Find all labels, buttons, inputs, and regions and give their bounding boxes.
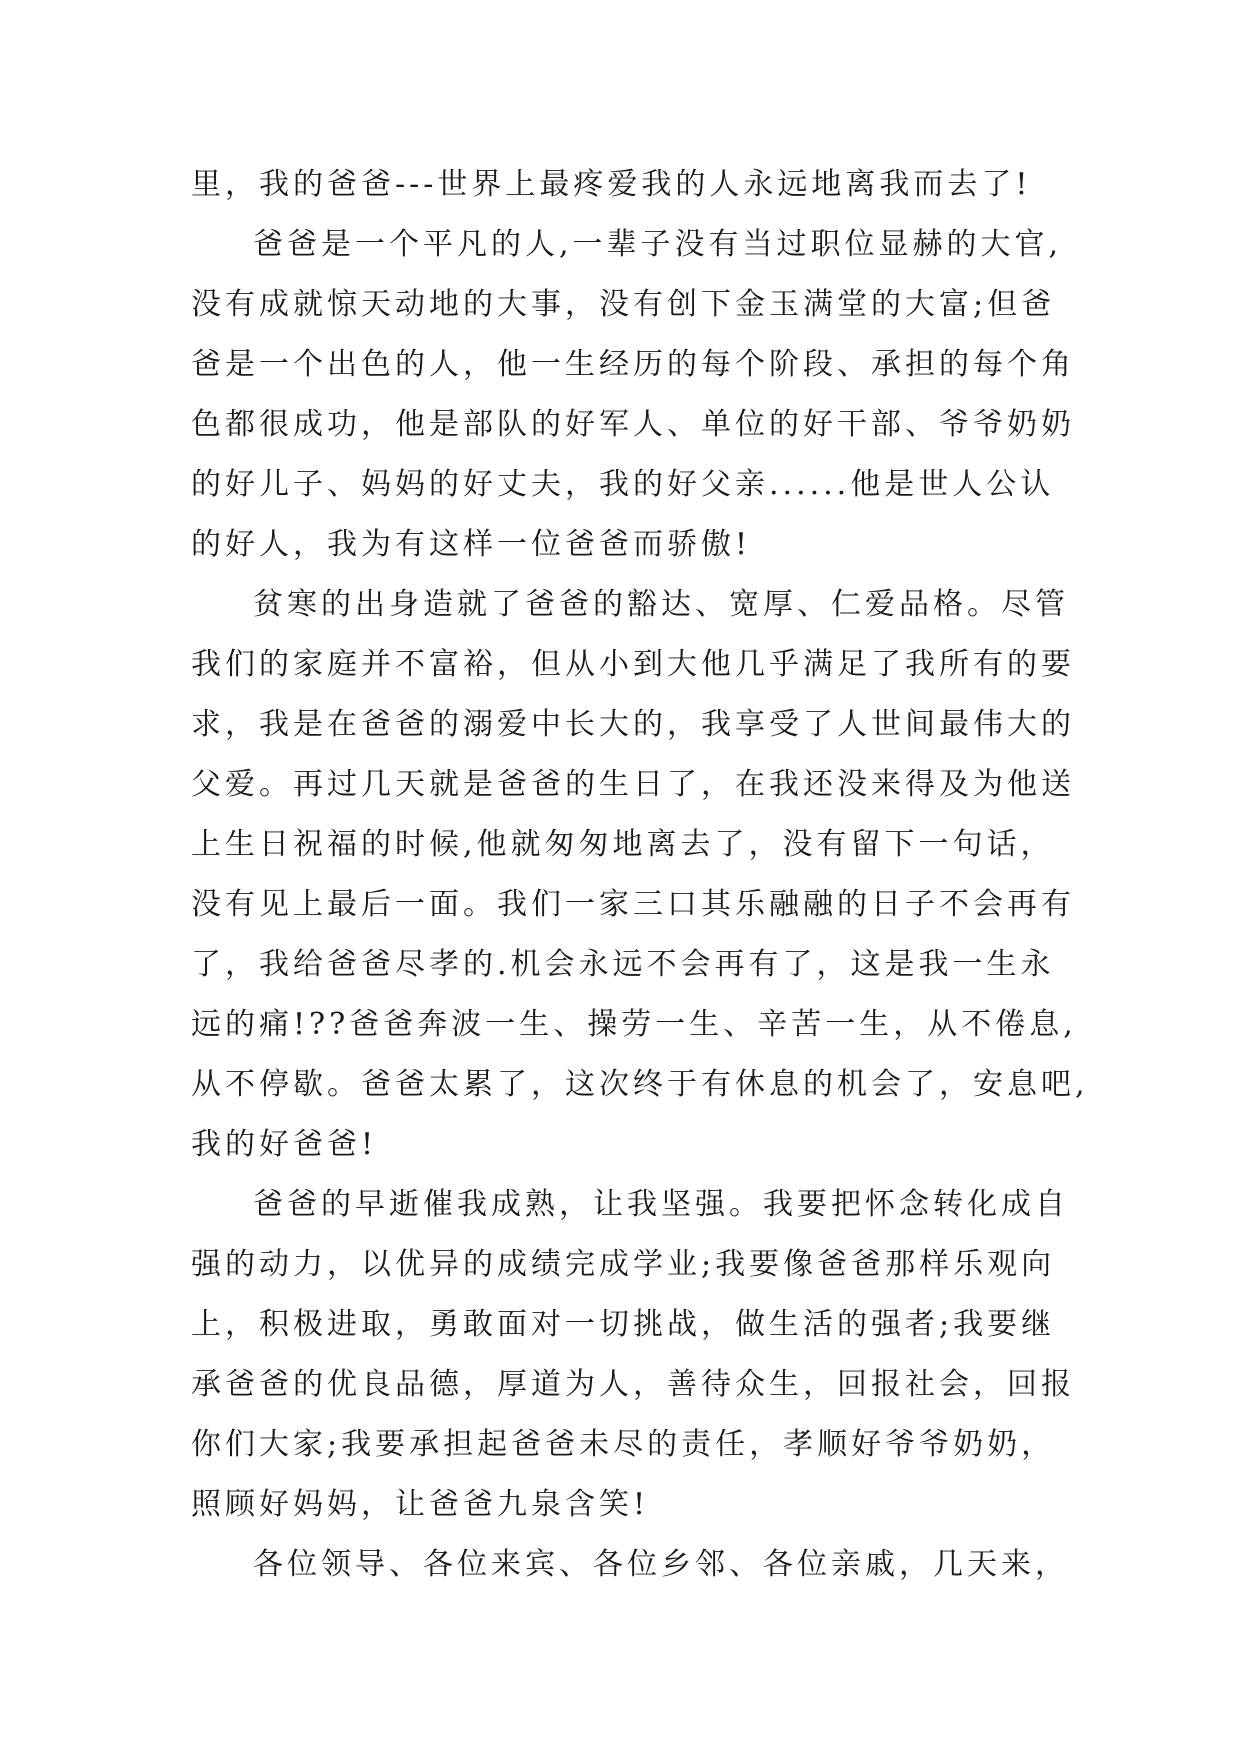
text-line: 的好儿子、妈妈的好丈夫，我的好父亲......他是世人公认 [191,467,1055,502]
text-line: 你们大家;我要承担起爸爸未尽的责任，孝顺好爷爷奶奶， [191,1427,1056,1462]
paragraph-first-line: 贫寒的出身造就了爸爸的豁达、宽厚、仁爱品格。尽管 [253,587,1069,622]
text-line: 爸是一个出色的人，他一生经历的每个阶段、承担的每个角 [191,347,1075,382]
text-line: 强的动力，以优异的成绩完成学业;我要像爸爸那样乐观向 [191,1247,1056,1282]
text-line: 没有见上最后一面。我们一家三口其乐融融的日子不会再有 [191,887,1075,922]
text-line: 没有成就惊天动地的大事，没有创下金玉满堂的大富;但爸 [191,287,1056,322]
text-line: 父爱。再过几天就是爸爸的生日了，在我还没来得及为他送 [191,767,1075,802]
text-line: 里，我的爸爸---世界上最疼爱我的人永远地离我而去了! [191,167,1032,202]
text-line: 远的痛!??爸爸奔波一生、操劳一生、辛苦一生，从不倦息, [191,1007,1077,1042]
text-line: 照顾好妈妈，让爸爸九泉含笑! [191,1487,650,1522]
text-line: 求，我是在爸爸的溺爱中长大的，我享受了人世间最伟大的 [191,707,1075,742]
text-line: 上生日祝福的时候,他就匆匆地离去了，没有留下一句话， [191,827,1055,862]
paragraph-first-line: 各位领导、各位来宾、各位乡邻、各位亲戚，几天来， [253,1547,1069,1582]
text-line: 色都很成功，他是部队的好军人、单位的好干部、爷爷奶奶 [191,407,1075,442]
text-line: 我的好爸爸! [191,1127,378,1162]
paragraph-first-line: 爸爸的早逝催我成熟，让我坚强。我要把怀念转化成自 [253,1187,1069,1222]
text-line: 从不停歇。爸爸太累了，这次终于有休息的机会了，安息吧, [191,1067,1089,1102]
text-line: 我们的家庭并不富裕，但从小到大他几乎满足了我所有的要 [191,647,1075,682]
text-line: 的好人，我为有这样一位爸爸而骄傲! [191,527,752,562]
text-line: 了，我给爸爸尽孝的.机会永远不会再有了，这是我一生永 [191,947,1055,982]
paragraph-first-line: 爸爸是一个平凡的人,一辈子没有当过职位显赫的大官, [253,227,1063,262]
text-line: 承爸爸的优良品德，厚道为人，善待众生，回报社会，回报 [191,1367,1075,1402]
text-line: 上，积极进取，勇敢面对一切挑战，做生活的强者;我要继 [191,1307,1056,1342]
